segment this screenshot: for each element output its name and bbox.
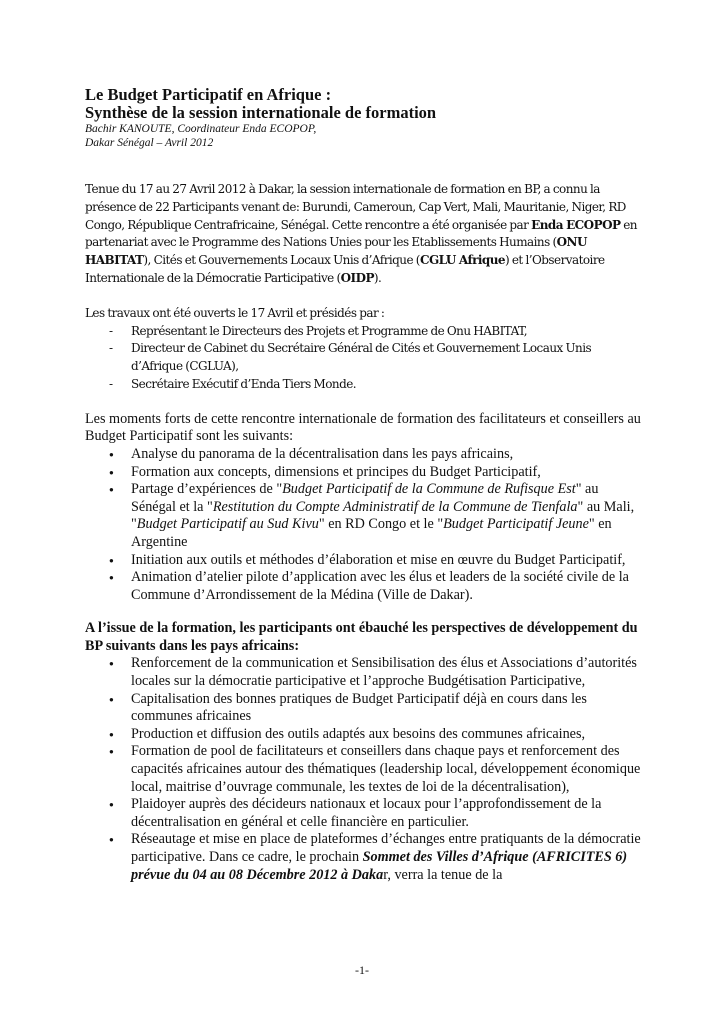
project-title: Restitution du Compte Administratif de la Commune de Tienfala <box>212 498 578 515</box>
document-title <box>85 86 645 122</box>
event-africites: Sommet des Villes d’Afrique (AFRICITES 6) prévue du 04 au 08 Décembre 2012 à Daka <box>131 849 628 883</box>
list-item: ● Plaidoyer auprès des décideurs nationaux et locaux pour l’approfondissement de la décentralisation en général et celle financière en particulier. <box>85 796 645 831</box>
place-date: Dakar Sénégal – Avril 2012 <box>85 137 214 149</box>
list-item: ● Formation aux concepts, dimensions et principes du Budget Participatif, <box>85 464 645 482</box>
org-cglu-afrique: CGLU Afrique <box>419 253 505 268</box>
opening-list <box>85 323 645 394</box>
org-onu-habitat: ONU HABITAT <box>85 235 587 268</box>
project-title: Budget Participatif au Sud Kivu <box>136 516 319 533</box>
perspectives-list <box>85 655 645 884</box>
list-item: ● Analyse du panorama de la décentralisation dans les pays africains, <box>85 446 645 464</box>
list-item: - Directeur de Cabinet du Secrétaire Général de Cités et Gouvernement Locaux Unis d’Afrique (CGLUA), <box>85 340 645 376</box>
intro-text: ). <box>373 270 382 285</box>
text: Partage d’expériences de " <box>131 481 283 498</box>
perspectives-heading <box>85 620 645 655</box>
list-item: - Représentant le Directeurs des Projets et Programme de Onu HABITAT, <box>85 323 645 341</box>
list-item <box>85 831 645 884</box>
text: " en RD Congo et le " <box>318 516 444 533</box>
intro-text: ), Cités et Gouvernements Locaux Unis d’Afrique ( <box>143 253 420 268</box>
intro-text: ) et l’Observatoire Internationale de la Démocratie Participative ( <box>85 253 605 285</box>
title-line-1: Le Budget Participatif en Afrique : <box>85 85 332 104</box>
highlights-list <box>85 446 645 604</box>
text: Réseautage et mise en place de plateformes d’échanges entre pratiquants de la démocratie participative. Dans ce cadre, le prochain <box>131 831 641 866</box>
intro-text: en partenariat avec le Programme des Nations Unies pour les Etablissements Humains ( <box>85 217 637 250</box>
intro-paragraph <box>85 181 645 288</box>
text: " au Sénégal et la " <box>131 481 599 515</box>
text: r, verra la tenue de la <box>383 866 503 883</box>
list-item: ● Capitalisation des bonnes pratiques de Budget Participatif déjà en cours dans les communes africaines <box>85 691 645 726</box>
intro-text: Tenue du 17 au 27 Avril 2012 à Dakar, la session internationale de formation en BP, a connu la présence de 22 Participants venant de: Burundi, Cameroun, Cap Vert, Mali, Mauritanie, Niger, RD Congo, République Centrafricaine, Sénégal. Cette rencontre a été organisée par <box>85 182 626 232</box>
project-title: Budget Participatif de la Commune de Rufisque Est <box>282 481 576 498</box>
text: " au Mali, " <box>131 498 635 533</box>
opening-lead: Les travaux ont été ouverts le 17 Avril et présidés par : <box>85 305 385 320</box>
title-line-2: Synthèse de la session internationale de formation <box>85 103 437 122</box>
highlights-lead: Les moments forts de cette rencontre internationale de formation des facilitateurs et conseillers au Budget Participatif sont les suivants: <box>85 410 641 445</box>
list-item: ● Animation d’atelier pilote d’application avec les élus et leaders de la société civile de la Commune d’Arrondissement de la Médina (Ville de Dakar). <box>85 569 645 604</box>
list-item: ● Renforcement de la communication et Sensibilisation des élus et Associations d’autorités locales sur la démocratie participative et l’approche Budgétisation Participative, <box>85 655 645 690</box>
list-item: - Secrétaire Exécutif d’Enda Tiers Monde. <box>85 376 645 394</box>
project-title: Budget Participatif Jeune <box>443 516 589 533</box>
page-number: -1- <box>355 963 369 977</box>
list-item <box>85 481 645 551</box>
perspectives-heading-text: A l’issue de la formation, les participants ont ébauché les perspectives de développement du BP suivants dans les pays africains: <box>85 620 638 654</box>
org-enda-ecopop: Enda ECOPOP <box>531 217 621 232</box>
org-oidp: OIDP <box>340 270 374 285</box>
list-item: ● Formation de pool de facilitateurs et conseillers dans chaque pays et renforcement des capacités africaines autour des thématiques (leadership local, développement économique local, maitrise d’ouvrage communale, les textes de loi de la décentralisation), <box>85 743 645 796</box>
document-page <box>85 86 645 884</box>
author-byline: Bachir KANOUTE, Coordinateur Enda ECOPOP, <box>85 123 317 135</box>
text: " en Argentine <box>131 516 612 550</box>
list-item: ● Production et diffusion des outils adaptés aux besoins des communes africaines, <box>85 726 645 744</box>
list-item: ● Initiation aux outils et méthodes d’élaboration et mise en œuvre du Budget Participatif, <box>85 552 645 570</box>
